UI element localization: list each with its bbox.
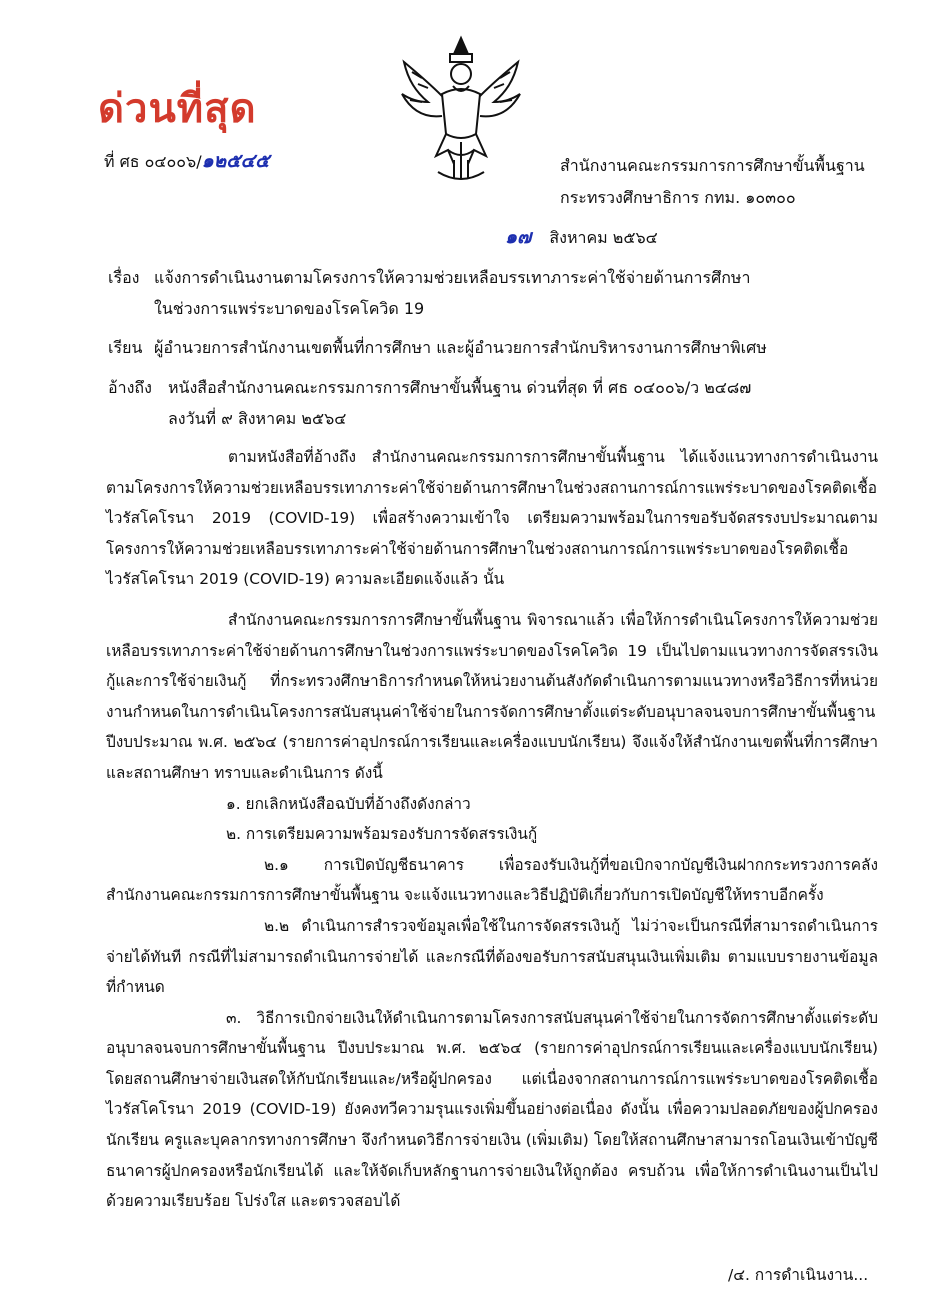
reference-line-1: หนังสือสำนักงานคณะกรรมการการศึกษาขั้นพื้นฐาน ด่วนที่สุด ที่ ศธ ๐๔๐๐๖/ว ๒๔๘๗ [168, 378, 752, 397]
list-item-1: ๑. ยกเลิกหนังสือฉบับที่อ้างถึงดังกล่าว [226, 794, 471, 813]
document-date [505, 222, 658, 252]
subject-label: เรื่อง [108, 268, 140, 287]
recipient-block [108, 332, 888, 363]
recipient-label: เรียน [108, 338, 143, 357]
document-number-prefix: ที่ ศธ ๐๔๐๐๖/ [104, 152, 202, 171]
issuing-agency [560, 150, 865, 214]
page-continuation: /๔. การดำเนินงาน... [728, 1266, 869, 1284]
subject-line-1: แจ้งการดำเนินงานตามโครงการให้ความช่วยเหลือบรรเทาภาระค่าใช้จ่ายด้านการศึกษา [154, 268, 751, 287]
letter-body [106, 442, 878, 1217]
recipient-text: ผู้อำนวยการสำนักงานเขตพื้นที่การศึกษา และผู้อำนวยการสำนักบริหารงานการศึกษาพิเศษ [154, 338, 767, 357]
agency-name: สำนักงานคณะกรรมการการศึกษาขั้นพื้นฐาน [560, 156, 865, 175]
subject-block [108, 262, 888, 324]
paragraph-2: สำนักงานคณะกรรมการการศึกษาขั้นพื้นฐาน พิจารณาแล้ว เพื่อให้การดำเนินโครงการให้ความช่วยเหลือบรรเทาภาระค่าใช้จ่ายด้านการศึกษาในช่วงการแพร่ระบาดของโรคโควิด 19 เป็นไปตามแนวทางการจัดสรรเงินกู้และการใช้จ่ายเงินกู้ ที่กระทรวงศึกษาธิการกำหนดให้หน่วยงานต้นสังกัดดำเนินการตามแนวทางหรือวิธีการที่หน่วยงานกำหนดในการดำเนินโครงการสนับสนุนค่าใช้จ่ายในการจัดการศึกษาตั้งแต่ระดับอนุบาลจนจบการศึกษาขั้นพื้นฐาน ปีงบประมาณ พ.ศ. ๒๕๖๔ (รายการค่าอุปกรณ์การเรียนและเครื่องแบบนักเรียน) จึงแจ้งให้สำนักงานเขตพื้นที่การศึกษาและสถานศึกษา ทราบและดำเนินการ ดังนี้ [106, 610, 878, 782]
document-number [104, 146, 269, 176]
document-number-handwritten: ๑๒๕๔๕ [201, 150, 270, 172]
list-item-2: ๒. การเตรียมความพร้อมรองรับการจัดสรรเงินกู้ [226, 825, 538, 844]
agency-address: กระทรวงศึกษาธิการ กทม. ๑๐๓๐๐ [560, 188, 796, 207]
date-month-year: สิงหาคม ๒๕๖๔ [549, 228, 658, 247]
urgency-stamp: ด่วนที่สุด [98, 86, 257, 132]
reference-line-2: ลงวันที่ ๙ สิงหาคม ๒๕๖๔ [168, 409, 347, 428]
reference-block [108, 372, 888, 434]
reference-label: อ้างถึง [108, 378, 152, 397]
list-item-2-2: ๒.๒ ดำเนินการสำรวจข้อมูลเพื่อใช้ในการจัดสรรเงินกู้ ไม่ว่าจะเป็นกรณีที่สามารถดำเนินการจ่ายได้ทันที กรณีที่ไม่สามารถดำเนินการจ่ายได้ และกรณีที่ต้องขอรับการสนับสนุนเงินเพิ่มเติม ตามแบบรายงานข้อมูลที่กำหนด [106, 916, 878, 997]
paragraph-1: ตามหนังสือที่อ้างถึง สำนักงานคณะกรรมการการศึกษาขั้นพื้นฐาน ได้แจ้งแนวทางการดำเนินงานตามโครงการให้ความช่วยเหลือบรรเทาภาระค่าใช้จ่ายด้านการศึกษาในช่วงสถานการณ์การแพร่ระบาดของโรคติดเชื้อไวรัสโคโรนา 2019 (COVID-19) เพื่อสร้างความเข้าใจ เตรียมความพร้อมในการขอรับจัดสรรงบประมาณตามโครงการให้ความช่วยเหลือบรรเทาภาระค่าใช้จ่ายด้านการศึกษาในช่วงสถานการณ์การแพร่ระบาดของโรคติดเชื้อไวรัสโคโรนา 2019 (COVID-19) ความละเอียดแจ้งแล้ว นั้น [106, 448, 878, 589]
garuda-emblem [398, 32, 524, 190]
list-item-2-1: ๒.๑ การเปิดบัญชีธนาคาร เพื่อรองรับเงินกู้ที่ขอเบิกจากบัญชีเงินฝากกระทรวงการคลัง สำนักงานคณะกรรมการการศึกษาขั้นพื้นฐาน จะแจ้งแนวทางและวิธีปฏิบัติเกี่ยวกับการเปิดบัญชีให้ทราบอีกครั้ง [106, 855, 878, 905]
date-day-handwritten: ๑๗ [505, 226, 532, 248]
subject-line-2: ในช่วงการแพร่ระบาดของโรคโควิด 19 [154, 299, 425, 318]
list-item-3: ๓. วิธีการเบิกจ่ายเงินให้ดำเนินการตามโครงการสนับสนุนค่าใช้จ่ายในการจัดการศึกษาตั้งแต่ระดับอนุบาลจนจบการศึกษาขั้นพื้นฐาน ปีงบประมาณ พ.ศ. ๒๕๖๔ (รายการค่าอุปกรณ์การเรียนและเครื่องแบบนักเรียน) โดยสถานศึกษาจ่ายเงินสดให้กับนักเรียนและ/หรือผู้ปกครอง แต่เนื่องจากสถานการณ์การแพร่ระบาดของโรคติดเชื้อไวรัสโคโรนา 2019 (COVID-19) ยังคงทวีความรุนแรงเพิ่มขึ้นอย่างต่อเนื่อง ดังนั้น เพื่อความปลอดภัยของผู้ปกครอง นักเรียน ครูและบุคลากรทางการศึกษา จึงกำหนดวิธีการจ่ายเงิน (เพิ่มเติม) โดยให้สถานศึกษาสามารถโอนเงินเข้าบัญชีธนาคารผู้ปกครองหรือนักเรียนได้ และให้จัดเก็บหลักฐานการจ่ายเงินให้ถูกต้อง ครบถ้วน เพื่อให้การดำเนินงานเป็นไปด้วยความเรียบร้อย โปร่งใส และตรวจสอบได้ [106, 1008, 878, 1211]
